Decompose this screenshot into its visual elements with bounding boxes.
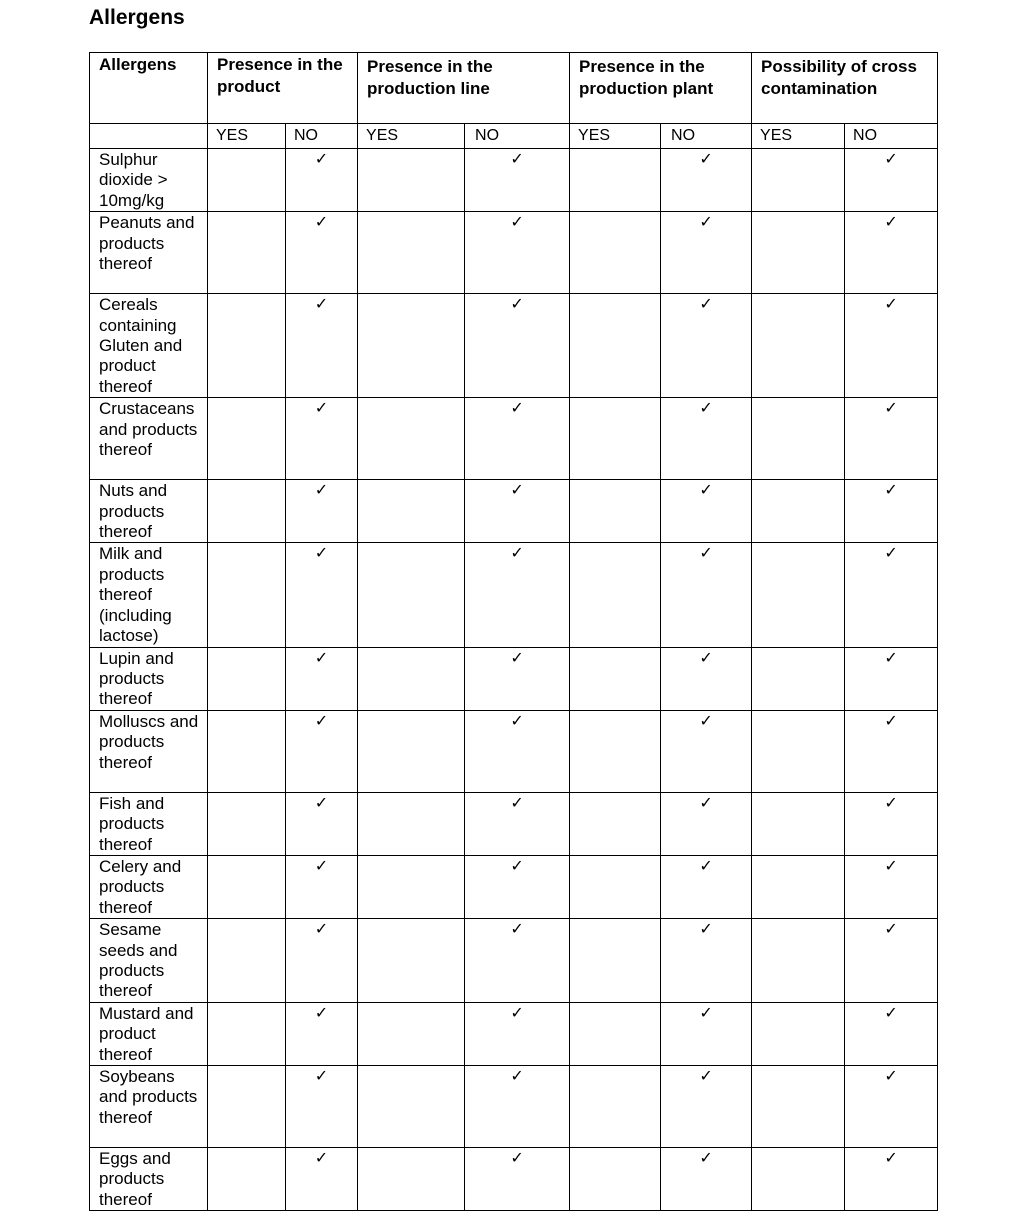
allergen-name: Fish and products thereof: [90, 792, 208, 855]
table-row: [90, 398, 938, 480]
no-cell: [845, 855, 938, 918]
yes-cell: [358, 480, 465, 543]
check-mark-icon: ✓: [510, 480, 524, 500]
no-cell: [465, 647, 570, 710]
table-row: [90, 855, 938, 918]
yes-header: YES: [208, 124, 286, 149]
no-cell: [286, 1002, 358, 1065]
check-mark-icon: ✓: [314, 398, 329, 418]
check-mark-icon: ✓: [699, 398, 713, 418]
check-mark-icon: ✓: [699, 792, 713, 812]
yes-cell: [358, 1148, 465, 1211]
no-cell: [465, 294, 570, 398]
check-mark-icon: ✓: [314, 149, 329, 168]
yes-cell: [570, 1066, 661, 1148]
yes-cell: [208, 398, 286, 480]
no-cell: [286, 1148, 358, 1211]
yes-cell: [752, 855, 845, 918]
no-cell: [465, 919, 570, 1003]
yes-cell: [358, 1066, 465, 1148]
yes-cell: [752, 480, 845, 543]
yes-cell: [752, 919, 845, 1003]
yes-header: YES: [358, 124, 465, 149]
check-mark-icon: ✓: [314, 1066, 329, 1085]
check-mark-icon: ✓: [314, 212, 329, 232]
table-row: [90, 1066, 938, 1148]
yes-cell: [358, 647, 465, 710]
yes-no-header-row: [90, 124, 938, 149]
no-cell: [661, 792, 752, 855]
yes-cell: [570, 294, 661, 398]
allergen-name: Lupin and products thereof: [90, 647, 208, 710]
yes-cell: [358, 919, 465, 1003]
check-mark-icon: ✓: [699, 1002, 713, 1022]
table-row: [90, 792, 938, 855]
check-mark-icon: ✓: [314, 480, 329, 500]
yes-cell: [208, 1002, 286, 1065]
no-cell: [286, 792, 358, 855]
check-mark-icon: ✓: [884, 792, 898, 812]
yes-cell: [752, 398, 845, 480]
no-cell: [661, 294, 752, 398]
no-cell: [465, 792, 570, 855]
presence-in-product-header: Presence in the product: [208, 53, 358, 124]
check-mark-icon: ✓: [510, 1066, 524, 1085]
yes-cell: [752, 647, 845, 710]
check-mark-icon: ✓: [510, 792, 524, 812]
yes-cell: [570, 919, 661, 1003]
yes-cell: [208, 855, 286, 918]
yes-cell: [208, 149, 286, 212]
table-row: [90, 294, 938, 398]
no-cell: [845, 398, 938, 480]
no-cell: [661, 1002, 752, 1065]
no-cell: [845, 710, 938, 792]
no-cell: [286, 480, 358, 543]
no-cell: [465, 710, 570, 792]
yes-cell: [570, 149, 661, 212]
yes-cell: [752, 294, 845, 398]
cross-contamination-header: Possibility of cross contamination: [752, 53, 938, 124]
no-cell: [845, 543, 938, 647]
yes-cell: [752, 149, 845, 212]
yes-header: YES: [570, 124, 661, 149]
yes-cell: [208, 647, 286, 710]
yes-cell: [358, 855, 465, 918]
check-mark-icon: ✓: [699, 149, 713, 168]
table-row: [90, 1148, 938, 1211]
table-row: [90, 543, 938, 647]
yes-cell: [752, 710, 845, 792]
no-cell: [845, 480, 938, 543]
check-mark-icon: ✓: [510, 149, 524, 168]
presence-in-production-line-header: Presence in the production line: [358, 53, 570, 124]
no-cell: [845, 149, 938, 212]
check-mark-icon: ✓: [884, 919, 898, 939]
check-mark-icon: ✓: [884, 212, 898, 232]
allergens-column-header: Allergens: [90, 53, 208, 124]
yes-cell: [570, 792, 661, 855]
yes-cell: [570, 1002, 661, 1065]
no-cell: [661, 480, 752, 543]
allergen-name: Cereals containing Gluten and product thereof: [90, 294, 208, 398]
check-mark-icon: ✓: [699, 480, 713, 500]
yes-cell: [752, 212, 845, 294]
table-row: [90, 480, 938, 543]
no-cell: [845, 792, 938, 855]
yes-cell: [570, 710, 661, 792]
no-cell: [661, 919, 752, 1003]
no-cell: [465, 1066, 570, 1148]
no-cell: [845, 294, 938, 398]
no-cell: [465, 212, 570, 294]
table-row: [90, 1002, 938, 1065]
yes-cell: [208, 294, 286, 398]
no-cell: [465, 1148, 570, 1211]
no-cell: [286, 398, 358, 480]
allergen-name: Mustard and product thereof: [90, 1002, 208, 1065]
check-mark-icon: ✓: [510, 1002, 524, 1022]
no-cell: [465, 480, 570, 543]
check-mark-icon: ✓: [884, 855, 898, 875]
no-cell: [286, 1066, 358, 1148]
check-mark-icon: ✓: [510, 919, 524, 939]
no-cell: [465, 855, 570, 918]
allergen-name: Eggs and products thereof: [90, 1148, 208, 1211]
no-cell: [661, 212, 752, 294]
check-mark-icon: ✓: [699, 710, 713, 730]
check-mark-icon: ✓: [510, 710, 524, 730]
check-mark-icon: ✓: [699, 1066, 713, 1085]
check-mark-icon: ✓: [314, 294, 329, 314]
yes-cell: [570, 543, 661, 647]
check-mark-icon: ✓: [314, 710, 329, 730]
no-cell: [661, 1066, 752, 1148]
no-header: NO: [845, 124, 938, 149]
check-mark-icon: ✓: [510, 212, 524, 232]
no-cell: [845, 919, 938, 1003]
no-cell: [845, 1148, 938, 1211]
yes-cell: [570, 398, 661, 480]
check-mark-icon: ✓: [510, 398, 524, 418]
check-mark-icon: ✓: [314, 855, 329, 875]
no-cell: [465, 398, 570, 480]
no-cell: [286, 855, 358, 918]
yes-cell: [570, 855, 661, 918]
check-mark-icon: ✓: [699, 647, 713, 667]
no-cell: [286, 647, 358, 710]
check-mark-icon: ✓: [510, 647, 524, 667]
no-header: NO: [661, 124, 752, 149]
check-mark-icon: ✓: [884, 398, 898, 418]
yes-cell: [358, 543, 465, 647]
check-mark-icon: ✓: [884, 1002, 898, 1022]
yes-cell: [208, 480, 286, 543]
check-mark-icon: ✓: [510, 1148, 524, 1167]
check-mark-icon: ✓: [314, 1148, 329, 1167]
no-cell: [845, 647, 938, 710]
yes-cell: [752, 1148, 845, 1211]
yes-cell: [752, 1066, 845, 1148]
allergen-name: Nuts and products thereof: [90, 480, 208, 543]
allergen-name: Sulphur dioxide > 10mg/kg: [90, 149, 208, 212]
check-mark-icon: ✓: [884, 294, 898, 314]
check-mark-icon: ✓: [699, 294, 713, 314]
no-cell: [661, 543, 752, 647]
yes-cell: [358, 294, 465, 398]
no-cell: [286, 294, 358, 398]
no-cell: [286, 212, 358, 294]
check-mark-icon: ✓: [884, 647, 898, 667]
no-cell: [465, 149, 570, 212]
check-mark-icon: ✓: [884, 710, 898, 730]
no-cell: [845, 1002, 938, 1065]
check-mark-icon: ✓: [314, 919, 329, 939]
yes-cell: [358, 398, 465, 480]
check-mark-icon: ✓: [699, 855, 713, 875]
table-row: [90, 710, 938, 792]
no-cell: [286, 919, 358, 1003]
table-header-row: [90, 53, 938, 124]
yes-cell: [208, 919, 286, 1003]
no-header: NO: [465, 124, 570, 149]
table-row: [90, 919, 938, 1003]
allergen-name: Milk and products thereof (including lactose): [90, 543, 208, 647]
check-mark-icon: ✓: [884, 480, 898, 500]
check-mark-icon: ✓: [314, 1002, 329, 1022]
yes-cell: [358, 710, 465, 792]
table-row: [90, 149, 938, 212]
check-mark-icon: ✓: [884, 543, 898, 563]
no-cell: [286, 149, 358, 212]
yes-cell: [570, 1148, 661, 1211]
check-mark-icon: ✓: [699, 919, 713, 939]
no-cell: [465, 1002, 570, 1065]
no-cell: [845, 212, 938, 294]
no-cell: [661, 855, 752, 918]
yes-cell: [358, 212, 465, 294]
check-mark-icon: ✓: [510, 855, 524, 875]
yes-cell: [570, 480, 661, 543]
allergen-name: Molluscs and products thereof: [90, 710, 208, 792]
check-mark-icon: ✓: [884, 1066, 898, 1085]
no-cell: [286, 710, 358, 792]
allergen-name: Sesame seeds and products thereof: [90, 919, 208, 1003]
no-cell: [661, 398, 752, 480]
check-mark-icon: ✓: [510, 294, 524, 314]
no-cell: [465, 543, 570, 647]
check-mark-icon: ✓: [314, 543, 329, 563]
no-cell: [661, 647, 752, 710]
yes-cell: [752, 543, 845, 647]
yes-cell: [208, 710, 286, 792]
allergen-name: Celery and products thereof: [90, 855, 208, 918]
no-cell: [661, 149, 752, 212]
page-title: Allergens: [89, 6, 185, 29]
no-cell: [661, 1148, 752, 1211]
allergen-table: [89, 52, 938, 1211]
table-row: [90, 212, 938, 294]
presence-in-production-plant-header: Presence in the production plant: [570, 53, 752, 124]
check-mark-icon: ✓: [699, 1148, 713, 1167]
yes-cell: [752, 1002, 845, 1065]
yes-cell: [570, 212, 661, 294]
yes-cell: [208, 212, 286, 294]
yes-cell: [208, 792, 286, 855]
yes-cell: [358, 1002, 465, 1065]
allergen-name: Crustaceans and products thereof: [90, 398, 208, 480]
empty-header-cell: [90, 124, 208, 149]
yes-cell: [358, 149, 465, 212]
check-mark-icon: ✓: [884, 1148, 898, 1167]
check-mark-icon: ✓: [314, 647, 329, 667]
check-mark-icon: ✓: [699, 543, 713, 563]
yes-cell: [208, 1148, 286, 1211]
no-header: NO: [286, 124, 358, 149]
check-mark-icon: ✓: [699, 212, 713, 232]
yes-cell: [208, 543, 286, 647]
check-mark-icon: ✓: [884, 149, 898, 168]
yes-cell: [358, 792, 465, 855]
no-cell: [286, 543, 358, 647]
yes-cell: [752, 792, 845, 855]
no-cell: [661, 710, 752, 792]
table-row: [90, 647, 938, 710]
yes-header: YES: [752, 124, 845, 149]
allergen-name: Peanuts and products thereof: [90, 212, 208, 294]
yes-cell: [570, 647, 661, 710]
allergen-name: Soybeans and products thereof: [90, 1066, 208, 1148]
check-mark-icon: ✓: [314, 792, 329, 812]
yes-cell: [208, 1066, 286, 1148]
no-cell: [845, 1066, 938, 1148]
check-mark-icon: ✓: [510, 543, 524, 563]
